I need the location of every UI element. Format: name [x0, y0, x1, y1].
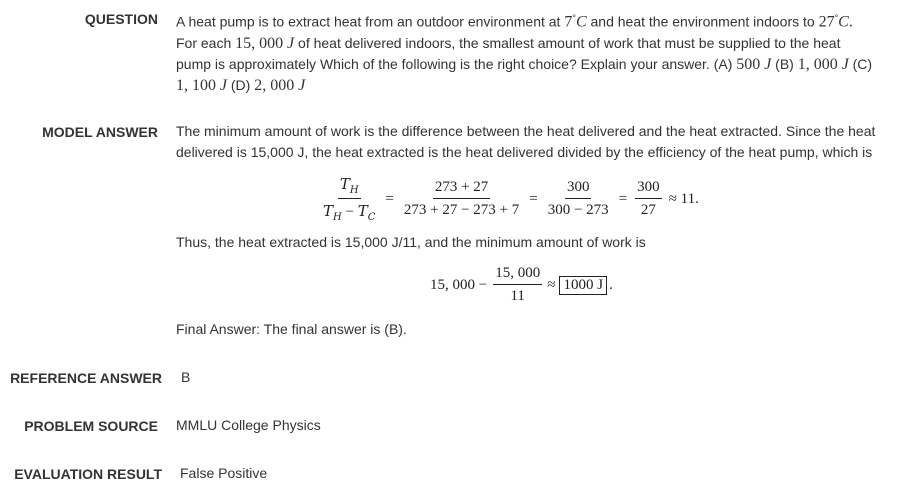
- work-equation: 15, 000 − $\frac{15, 000}{11}$ ≈ 1000 J .: [430, 265, 613, 304]
- final-answer: Final Answer: The final answer is (B).: [176, 321, 407, 337]
- fraction-temperatures: $\frac{273 + 27}{273 + 27 - 273 + 7}$: [403, 179, 520, 218]
- problem-source-value: MMLU College Physics: [176, 417, 321, 433]
- problem-source-label: PROBLEM SOURCE: [24, 418, 158, 434]
- question-line-3: pump is approximately Which of the following is the right choice? Explain your answer. (A) 500 J (B) 1, 000 J (C): [176, 55, 873, 73]
- option-a: 500: [736, 55, 761, 73]
- question-label: QUESTION: [84, 11, 158, 27]
- model-answer-label: MODEL ANSWER: [42, 124, 158, 140]
- boxed-answer: 1000 J: [559, 276, 607, 295]
- question-line-1: A heat pump is to extract heat from an outdoor environment at 7°C and heat the environment indoors to 27°C.: [176, 13, 853, 31]
- fraction-th-over-th-minus-tc: $\frac{T_H}{T_H - T_C}$: [323, 175, 376, 223]
- option-b: 1, 000: [797, 55, 838, 73]
- fraction-15000-over-11: $\frac{15, 000}{11}$: [495, 265, 541, 304]
- question-line-2: For each 15, 000 J of heat delivered indoors, the smallest amount of work that must be supplied to the heat: [176, 34, 841, 52]
- temp-outdoor: 7: [564, 13, 573, 31]
- fraction-300-over-27: $\frac{300}{27}$: [637, 179, 660, 218]
- model-answer-paragraph-2: Thus, the heat extracted is 15,000 J/11, and the minimum amount of work is: [176, 234, 646, 250]
- fraction-300-over-300-minus-273: $\frac{300}{300 - 273}$: [547, 179, 609, 218]
- model-answer-paragraph-1: The minimum amount of work is the difference between the heat delivered and the heat extracted. Since the heat delivered is 15,000 J, the heat extracted is the heat delivered divided by the efficiency of the heat pump, which is: [176, 123, 876, 160]
- question-text: [176, 8, 906, 96]
- temp-indoor: 27: [818, 13, 835, 31]
- evaluation-result-value: False Positive: [180, 465, 268, 481]
- evaluation-result-label: EVALUATION RESULT: [14, 466, 162, 482]
- option-c: 1, 100: [176, 76, 216, 94]
- option-d: 2, 000: [254, 76, 295, 94]
- efficiency-equation: $\frac{T_H}{T_H - T_C}$ = $\frac{273 + 27}{273 + 27 - 273 + 7}$ = $\frac{300}{300 - 273}$ = $\frac{300}{27}$ ≈ 11.: [323, 175, 699, 223]
- question-line-4: 1, 100 J (D) 2, 000 J: [176, 76, 306, 94]
- reference-answer-label: REFERENCE ANSWER: [10, 370, 162, 386]
- reference-answer-value: B: [181, 369, 191, 385]
